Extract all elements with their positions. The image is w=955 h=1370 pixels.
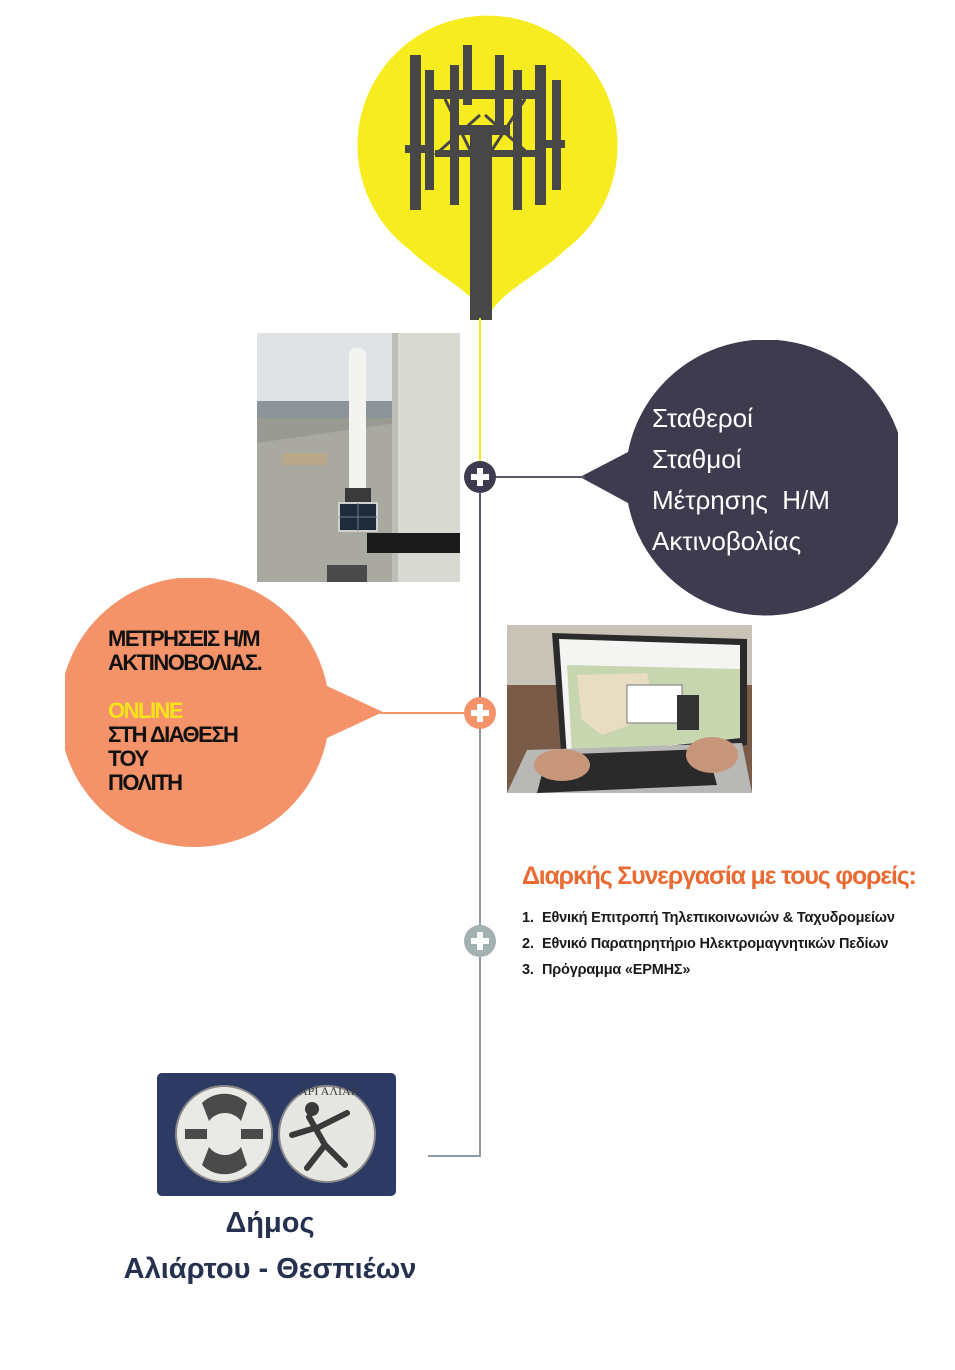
station-bubble-text	[652, 398, 882, 562]
coin-lettering: ΑΡΙ ΑΛΙΑΡ	[299, 1084, 358, 1098]
measurements-bubble-text	[108, 627, 348, 795]
coin-figure-icon	[279, 1084, 375, 1182]
timeline-line-bottom	[479, 956, 481, 1156]
list-item-text: Πρόγραμμα «ΕΡΜΗΣ»	[542, 962, 691, 978]
antenna-circle	[355, 15, 620, 320]
municipality-line-2: Αλιάρτου - Θεσπιέων	[123, 1253, 417, 1285]
municipality-logo	[157, 1073, 396, 1196]
measurements-line-1: ΜΕΤΡΗΣΕΙΣ Η/Μ	[108, 626, 260, 651]
connector-line-1	[495, 476, 585, 478]
timeline-line-gray	[479, 728, 481, 928]
list-item	[522, 931, 942, 957]
timeline-line-yellow	[479, 318, 481, 463]
municipality-line-1: Δήμος	[225, 1207, 315, 1239]
station-line-1: Σταθεροί	[652, 403, 753, 433]
plus-icon	[463, 460, 497, 494]
measurements-line-2: ΑΚΤΙΝΟΒΟΛΙΑΣ.	[108, 650, 262, 675]
cooperation-list	[522, 905, 942, 983]
timeline-bottom-connector	[428, 1155, 481, 1157]
cooperation-title: Διαρκής Συνεργασία με τους φορείς:	[522, 862, 916, 890]
online-map-laptop-photo	[507, 625, 752, 793]
list-item-text: Εθνικό Παρατηρητήριο Ηλεκτρομαγνητικών Πεδίων	[542, 936, 889, 952]
measurements-line-5: ΠΟΛΙΤΗ	[108, 770, 182, 795]
online-label: ONLINE	[108, 698, 183, 723]
list-item-number: 3.	[522, 962, 534, 978]
measurements-line-4: ΤΟΥ	[108, 746, 148, 771]
connector-line-2	[380, 712, 465, 714]
list-item	[522, 957, 942, 983]
station-line-4: Ακτινοβολίας	[652, 526, 802, 556]
measurement-station-photo	[257, 333, 460, 582]
list-item-number: 2.	[522, 936, 534, 952]
coin-shield-icon	[176, 1086, 272, 1182]
plus-icon	[463, 924, 497, 958]
list-item-number: 1.	[522, 910, 534, 926]
plus-icon	[463, 696, 497, 730]
measurements-line-3: ΣΤΗ ΔΙΑΘΕΣΗ	[108, 722, 238, 747]
municipality-name	[100, 1200, 440, 1292]
station-line-2: Σταθμοί	[652, 444, 742, 474]
list-item	[522, 905, 942, 931]
timeline-line-dark	[479, 493, 481, 698]
list-item-text: Εθνική Επιτροπή Τηλεπικοινωνιών & Ταχυδρομείων	[542, 910, 895, 926]
station-line-3: Μέτρησης Η/Μ	[652, 485, 830, 515]
